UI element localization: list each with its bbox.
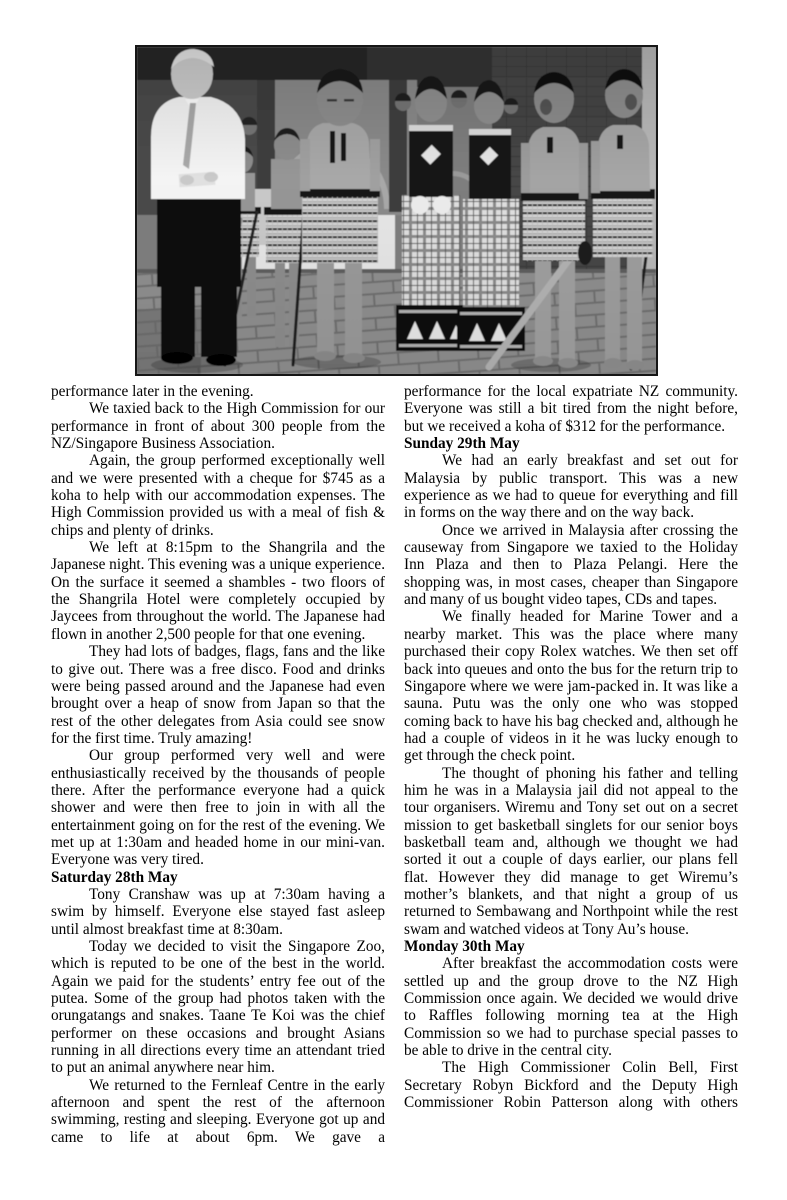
body-paragraph: After breakfast the accommodation costs were settled up and the group drove to the NZ High Commission once again. We decided we would drive to Raffles following morning tea at the High Commission so we had to purchase special passes to be able to drive in the central city.	[404, 955, 738, 1060]
day-heading-sunday: Sunday 29th May	[404, 435, 520, 453]
day-heading-saturday: Saturday 28th May	[51, 868, 178, 886]
body-paragraph: We had an early breakfast and set out for Malaysia by public transport. This was a new experience as we had to queue for everything and fill in forms on the way there and on the way back.	[404, 452, 738, 522]
body-paragraph: The High Commissioner Colin Bell, First Secretary Robyn Bickford and the Deputy High Commissioner Robin Patterson along with others	[404, 1059, 738, 1112]
body-paragraph: We taxied back to the High Commission for our performance in front of about 300 people from the NZ/Singapore Business Association.	[51, 400, 385, 453]
column-right	[404, 383, 738, 1175]
body-paragraph: Tony Cranshaw was up at 7:30am having a swim by himself. Everyone else stayed fast asleep until almost breakfast time at 8:30am.	[51, 885, 385, 938]
body-paragraph: performance later in the evening.	[51, 383, 254, 400]
body-paragraph: Our group performed very well and were enthusiastically received by the thousands of people there. After the performance everyone had a quick shower and were then free to join in with all the entertainment going on for the rest of the evening. We met up at 1:30am and headed home in our mini-van. Everyone was very tired.	[51, 747, 385, 869]
body-paragraph: We returned to the Fernleaf Centre in the early afternoon and spent the rest of the afternoon swimming, resting and sleeping. Everyone got up and came to life at about 6pm. We gave a	[51, 1076, 385, 1146]
day-heading-monday: Monday 30th May	[404, 938, 525, 955]
photo-kapa-haka-performance	[135, 45, 658, 376]
column-left	[51, 383, 385, 1175]
body-paragraph: Today we decided to visit the Singapore Zoo, which is reputed to be one of the best in the world. Again we paid for the students’ entry fee out of the putea. Some of the group had photos taken with the orungatangs and snakes. Taane Te Koi was the chief performer on these occasions and brought Asians running in all directions every time an attendant tried to put an animal anywhere near him.	[51, 938, 385, 1077]
body-paragraph: The thought of phoning his father and telling him he was in a Malaysia jail did not appeal to the tour organisers. Wiremu and Tony set out on a secret mission to get basketball singlets for our senior boys basketball team and, although we thought we had sorted it out a couple of days earlier, our plans fell flat. However they did manage to get Wiremu’s mother’s blankets, and that night a group of us returned to Sembawang and Northpoint while the rest swam and watched videos at Tony Au’s house.	[404, 764, 738, 938]
article-body	[51, 383, 738, 1175]
body-paragraph: We left at 8:15pm to the Shangrila and the Japanese night. This evening was a unique experience. On the surface it seemed a shambles - two floors of the Shangrila Hotel were completely occupied by Jaycees from throughout the world. The Japanese had flown in another 2,500 people for that one evening.	[51, 539, 385, 643]
body-paragraph: Once we arrived in Malaysia after crossing the causeway from Singapore we taxied to the Holiday Inn Plaza and then to Plaza Pelangi. Here the shopping was, in most cases, cheaper than Singapore and many of us bought video tapes, CDs and tapes.	[404, 521, 738, 609]
body-paragraph: They had lots of badges, flags, fans and the like to give out. There was a free disco. Food and drinks were being passed around and the Japanese had even brought over a heap of snow from Japan so that the rest of the other delegates from Asia could see snow for the first time. Truly amazing!	[51, 643, 385, 747]
photo-illustration	[137, 47, 656, 374]
body-paragraph: performance for the local expatriate NZ community. Everyone was still a bit tired from the night before, but we received a koha of $312 for the performance.	[404, 383, 738, 435]
body-paragraph: Again, the group performed exceptionally well and we were presented with a cheque for $745 as a koha to help with our accommodation expenses. The High Commission provided us with a meal of fish & chips and plenty of drinks.	[51, 452, 385, 539]
body-paragraph: We finally headed for Marine Tower and a nearby market. This was the place where many purchased their copy Rolex watches. We then set off back into queues and onto the bus for the return trip to Singapore where we were jam-packed in. It was like a sauna. Putu was the only one who was stopped coming back to have his bag checked and, although he had a couple of videos in it he was lucky enough to get through the check point.	[404, 608, 738, 765]
